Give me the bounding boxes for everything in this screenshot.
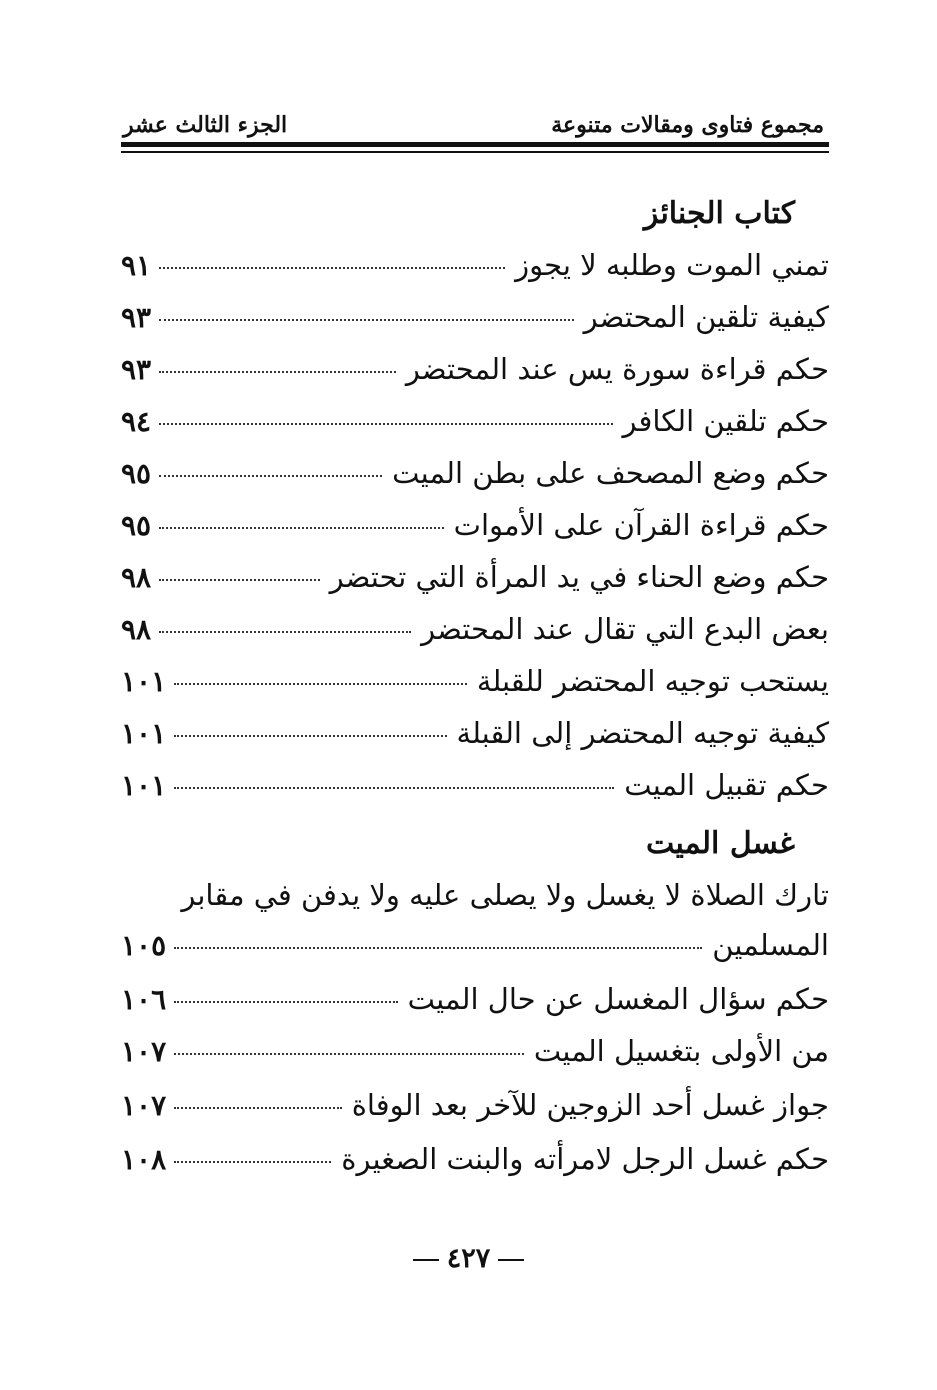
entry-title: حكم وضع الحناء في يد المرأة التي تحتضر bbox=[329, 560, 829, 594]
toc-entry bbox=[121, 1034, 829, 1074]
section-title: غسل الميت bbox=[646, 826, 795, 861]
entry-page-number: ١٠٧ bbox=[121, 1089, 167, 1122]
entry-title: يستحب توجيه المحتضر للقبلة bbox=[476, 664, 829, 698]
page-number-footer bbox=[0, 1243, 937, 1274]
leader-dots bbox=[174, 787, 614, 789]
entry-title: كيفية تلقين المحتضر bbox=[583, 300, 829, 334]
entry-title: بعض البدع التي تقال عند المحتضر bbox=[421, 612, 829, 646]
entry-page-number: ٩٣ bbox=[121, 353, 152, 386]
entry-page-number: ١٠١ bbox=[121, 665, 167, 698]
entry-title: حكم تلقين الكافر bbox=[622, 404, 829, 438]
folio-dash-left bbox=[413, 1259, 439, 1261]
leader-dots bbox=[159, 475, 382, 477]
leader-dots bbox=[174, 1053, 524, 1055]
header-rule-thin bbox=[121, 151, 829, 153]
entry-page-number: ١٠١ bbox=[121, 717, 167, 750]
entry-title: حكم تقبيل الميت bbox=[624, 768, 829, 802]
entry-page-number: ١٠٦ bbox=[121, 983, 167, 1016]
entry-title: حكم قراءة القرآن على الأموات bbox=[453, 508, 829, 542]
leader-dots bbox=[174, 1001, 398, 1003]
toc-entry bbox=[121, 456, 829, 496]
entry-title: تمني الموت وطلبه لا يجوز bbox=[515, 248, 829, 282]
leader-dots bbox=[159, 527, 444, 529]
leader-dots bbox=[174, 947, 702, 949]
entry-page-number: ٩٤ bbox=[121, 405, 152, 438]
entry-page-number: ٩٥ bbox=[121, 457, 152, 490]
entry-title: جواز غسل أحد الزوجين للآخر بعد الوفاة bbox=[351, 1088, 829, 1122]
toc-entry bbox=[121, 300, 829, 340]
entry-page-number: ٩٣ bbox=[121, 301, 152, 334]
entry-page-number: ٩٥ bbox=[121, 509, 152, 542]
entry-title: حكم سؤال المغسل عن حال الميت bbox=[407, 982, 829, 1016]
toc-entry bbox=[121, 248, 829, 288]
toc-entry bbox=[121, 404, 829, 444]
entry-page-number: ١٠٨ bbox=[121, 1143, 167, 1176]
toc-entry bbox=[121, 1142, 829, 1182]
leader-dots bbox=[174, 683, 467, 685]
entry-page-number: ١٠٥ bbox=[121, 929, 167, 962]
toc-entry bbox=[121, 508, 829, 548]
folio-number: ٤٢٧ bbox=[446, 1243, 491, 1274]
entry-page-number: ٩١ bbox=[121, 249, 152, 282]
leader-dots bbox=[159, 579, 320, 581]
entry-title: المسلمين bbox=[712, 928, 829, 962]
entry-title-line1: تارك الصلاة لا يغسل ولا يصلى عليه ولا يدفن في مقابر bbox=[181, 878, 829, 912]
toc-entry bbox=[121, 352, 829, 392]
section-title: كتاب الجنائز bbox=[643, 196, 795, 231]
toc-entry bbox=[121, 560, 829, 600]
running-header-title: مجموع فتاوى ومقالات متنوعة bbox=[551, 112, 824, 138]
leader-dots bbox=[159, 631, 411, 633]
running-header-volume: الجزء الثالث عشر bbox=[123, 112, 288, 138]
leader-dots bbox=[159, 423, 612, 425]
toc-entry bbox=[121, 1088, 829, 1128]
leader-dots bbox=[174, 735, 446, 737]
toc-entry bbox=[121, 928, 829, 968]
toc-entry bbox=[121, 612, 829, 652]
entry-page-number: ١٠١ bbox=[121, 769, 167, 802]
leader-dots bbox=[174, 1161, 331, 1163]
leader-dots bbox=[159, 371, 396, 373]
entry-title: حكم قراءة سورة يس عند المحتضر bbox=[405, 352, 829, 386]
entry-page-number: ٩٨ bbox=[121, 561, 152, 594]
leader-dots bbox=[174, 1107, 342, 1109]
entry-title: من الأولى بتغسيل الميت bbox=[533, 1034, 829, 1068]
header-rule-thick bbox=[121, 142, 829, 147]
toc-entry bbox=[121, 716, 829, 756]
toc-entry bbox=[121, 768, 829, 808]
leader-dots bbox=[159, 319, 574, 321]
leader-dots bbox=[159, 267, 505, 269]
toc-entry bbox=[121, 664, 829, 704]
entry-title: كيفية توجيه المحتضر إلى القبلة bbox=[456, 716, 829, 750]
folio-dash-right bbox=[498, 1259, 524, 1261]
entry-title: حكم وضع المصحف على بطن الميت bbox=[392, 456, 829, 490]
entry-page-number: ٩٨ bbox=[121, 613, 152, 646]
entry-title: حكم غسل الرجل لامرأته والبنت الصغيرة bbox=[341, 1142, 829, 1176]
entry-page-number: ١٠٧ bbox=[121, 1035, 167, 1068]
toc-entry bbox=[121, 982, 829, 1022]
